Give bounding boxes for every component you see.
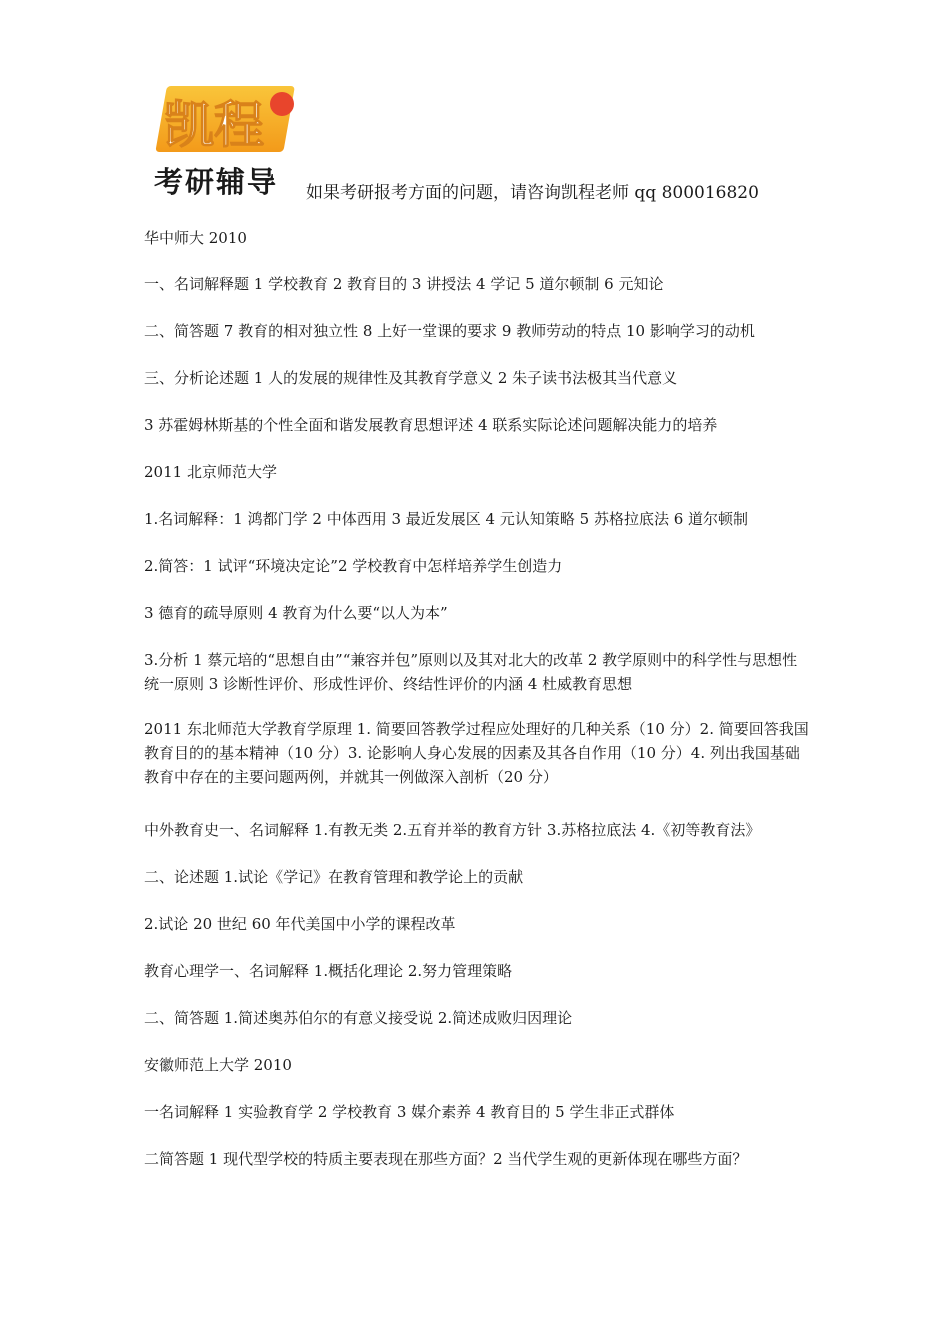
logo-subtitle: 考研辅导 [154,165,279,199]
paragraph: 1.名词解释：1 鸿都门学 2 中体西用 3 最近发展区 4 元认知策略 5 苏格拉底法 6 道尔顿制 [144,510,749,528]
paragraph: 华中师大 2010 [144,229,247,247]
logo-text: 凯程 [164,96,264,154]
paragraph: 二、论述题 1.试论《学记》在教育管理和教学论上的贡献 [144,868,524,886]
paragraph: 教育心理学一、名词解释 1.概括化理论 2.努力管理策略 [144,962,513,980]
paragraph: 3 德育的疏导原则 4 教育为什么要“以人为本” [144,604,448,622]
paragraph: 2.试论 20 世纪 60 年代美国中小学的课程改革 [144,915,456,933]
paragraph: 3 苏霍姆林斯基的个性全面和谐发展教育思想评述 4 联系实际论述问题解决能力的培养 [144,416,718,434]
paragraph: 安徽师范上大学 2010 [144,1056,292,1074]
kaicheng-logo [150,80,300,199]
paragraph: 中外教育史一、名词解释 1.有教无类 2.五育并举的教育方针 3.苏格拉底法 4.《初等教育法》 [144,821,761,839]
logo-sun [270,92,294,116]
paragraph: 一名词解释 1 实验教育学 2 学校教育 3 媒介素养 4 教育目的 5 学生非正式群体 [144,1103,675,1121]
paragraph: 二、简答题 1.简述奥苏伯尔的有意义接受说 2.简述成败归因理论 [144,1009,573,1027]
paragraph: 一、名词解释题 1 学校教育 2 教育目的 3 讲授法 4 学记 5 道尔顿制 6 元知论 [144,275,664,293]
paragraph: 3.分析 1 蔡元培的“思想自由”“兼容并包”原则以及其对北大的改革 2 教学原则中的科学性与思想性统一原则 3 诊断性评价、形成性评价、终结性评价的内涵 4 杜威教育思想 [144,651,798,693]
logo-mark [154,80,300,160]
paragraph: 二、简答题 7 教育的相对独立性 8 上好一堂课的要求 9 教师劳动的特点 10 影响学习的动机 [144,322,755,340]
paragraph: 2011 东北师范大学教育学原理 1. 简要回答教学过程应处理好的几种关系（10 分）2. 简要回答我国教育目的的基本精神（10 分）3. 论影响人身心发展的因素及其各自作用（10 分）4. 列出我国基础教育中存在的主要问题两例，并就其一例做深入剖析（20 分） [144,720,809,786]
contact-line: 如果考研报考方面的问题，请咨询凯程老师 qq 800016820 [306,183,759,203]
paragraph: 二简答题 1 现代型学校的特质主要表现在那些方面？2 当代学生观的更新体现在哪些方面？ [144,1150,748,1168]
paragraph: 2.简答：1 试评“环境决定论”2 学校教育中怎样培养学生创造力 [144,557,563,575]
paragraph: 三、分析论述题 1 人的发展的规律性及其教育学意义 2 朱子读书法极其当代意义 [144,369,678,387]
paragraph: 2011 北京师范大学 [144,463,277,481]
